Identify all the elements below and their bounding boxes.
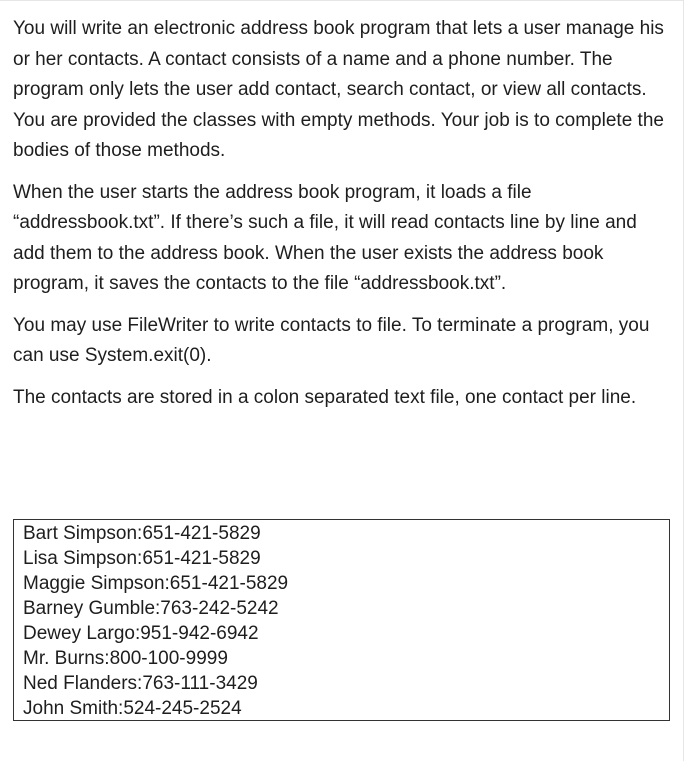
contact-line: Maggie Simpson:651-421-5829 xyxy=(23,573,289,594)
contacts-file-sample xyxy=(13,519,670,721)
contact-line: Bart Simpson:651-421-5829 xyxy=(23,523,261,544)
load-save-paragraph: When the user starts the address book program, it loads a file “addressbook.txt”. If there’s such a file, it will read contacts line by line and add them to the address book. When the user exists the address book program, it saves the contacts to the file “addressbook.txt”. xyxy=(13,181,637,294)
intro-paragraph-1: You will write an electronic address book program that lets a user manage his or her contacts. A contact consists of a name and a phone number. The program only lets the user add contact, search contact, or view all contacts. xyxy=(13,18,664,100)
contact-line: John Smith:524-245-2524 xyxy=(23,698,242,719)
filewriter-paragraph: You may use FileWriter to write contacts to file. To terminate a program, you can use System.exit(0). xyxy=(13,314,650,366)
contact-line: Dewey Largo:951-942-6942 xyxy=(23,623,259,644)
intro-paragraph-2: You are provided the classes with empty methods. Your job is to complete the bodies of those methods. xyxy=(13,109,664,161)
contact-line: Mr. Burns:800-100-9999 xyxy=(23,648,228,669)
contact-line: Barney Gumble:763-242-5242 xyxy=(23,598,279,619)
contact-line: Ned Flanders:763-111-3429 xyxy=(23,673,258,694)
instructions xyxy=(13,14,673,413)
format-paragraph: The contacts are stored in a colon separated text file, one contact per line. xyxy=(13,386,637,408)
contact-line: Lisa Simpson:651-421-5829 xyxy=(23,548,261,569)
